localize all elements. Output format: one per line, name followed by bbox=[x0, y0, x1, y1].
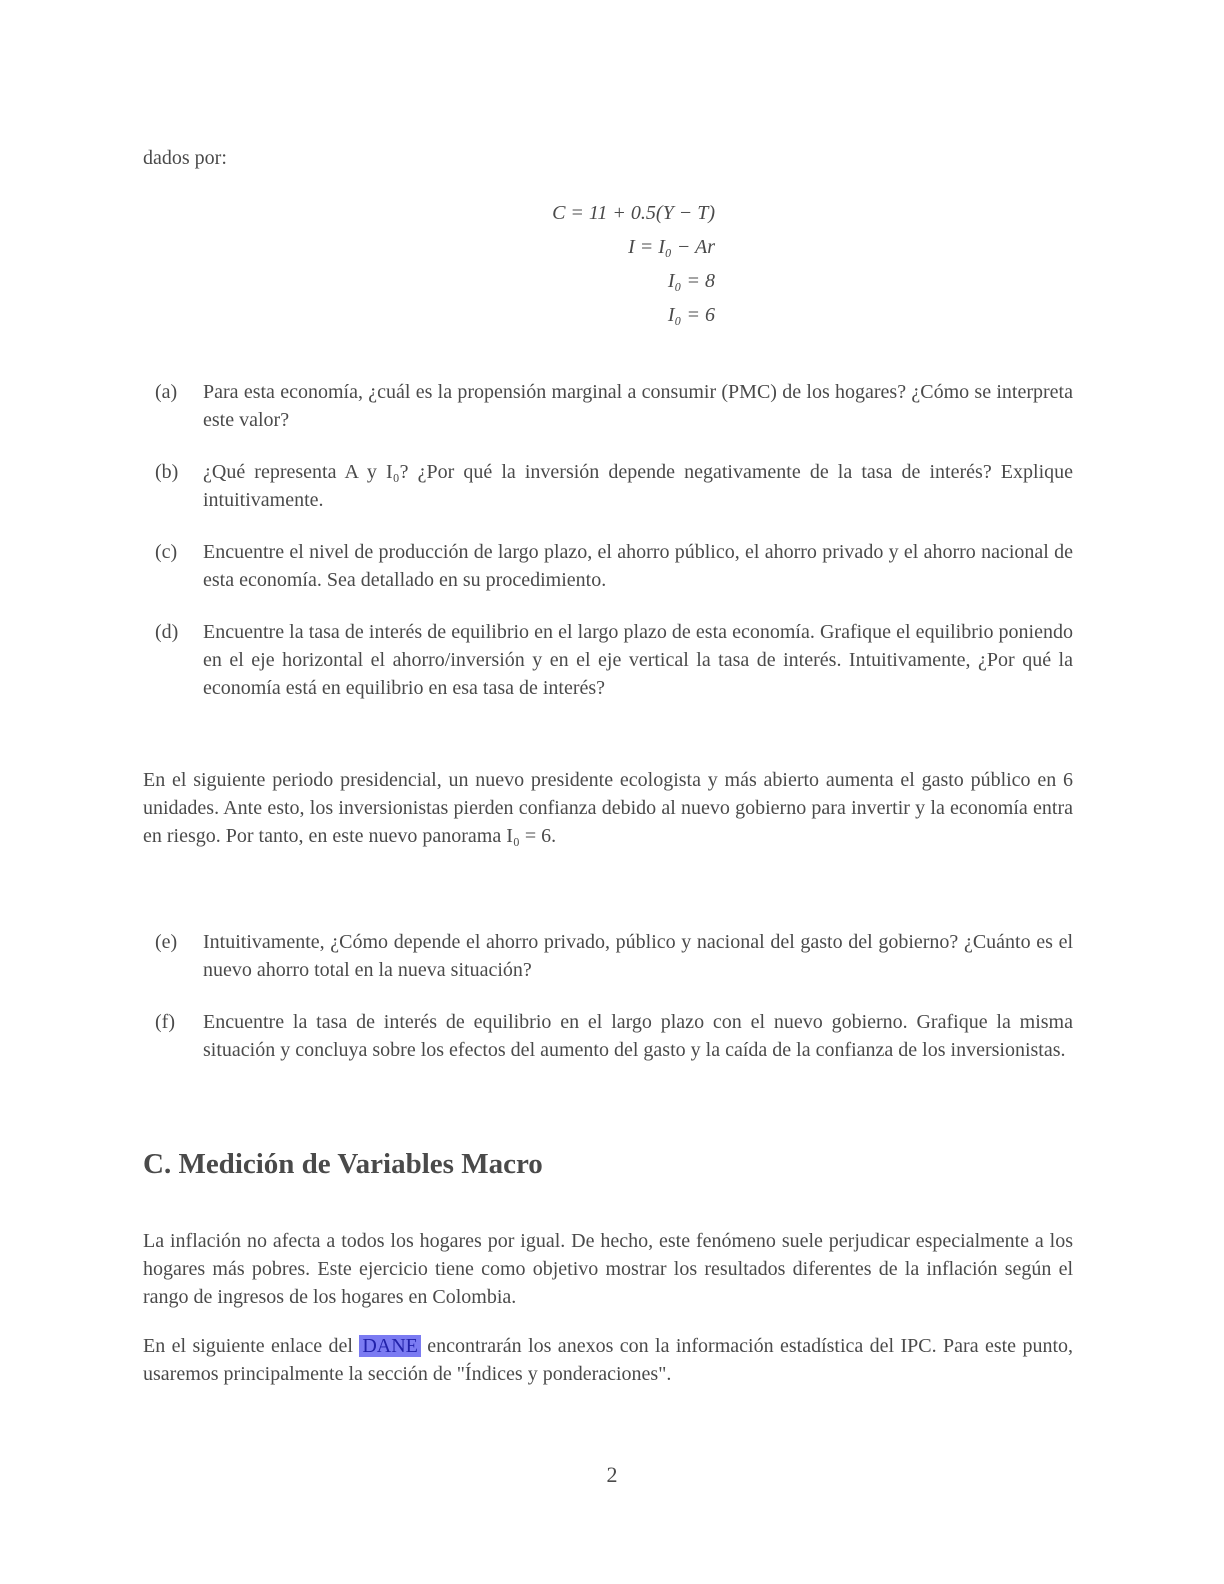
paragraph-text-after: encontrarán los anexos con la información estadística del IPC. Para este punto, usaremos principalmente la sección de "Índices y ponderaciones". bbox=[143, 1335, 1074, 1385]
page-number: 2 bbox=[606, 1462, 618, 1487]
question-label: (b) bbox=[155, 461, 179, 483]
question-label: (e) bbox=[155, 931, 178, 953]
question-text: Para esta economía, ¿cuál es la propensión marginal a consumir (PMC) de los hogares? ¿Cómo se interpreta este valor? bbox=[203, 381, 1073, 431]
equation-parameter-2: I₀ = 6 bbox=[667, 304, 715, 326]
question-text: Intuitivamente, ¿Cómo depende el ahorro privado, público y nacional del gasto del gobierno? ¿Cuánto es el nuevo ahorro total en la nueva situación? bbox=[203, 931, 1073, 981]
dane-link[interactable]: DANE bbox=[359, 1335, 421, 1357]
section-paragraph-1: La inflación no afecta a todos los hogares por igual. De hecho, este fenómeno suele perjudicar especialmente a los hogares más pobres. Este ejercicio tiene como objetivo mostrar los resultados diferentes de la inflación según el rango de ingresos de los hogares en Colombia. bbox=[143, 1230, 1073, 1308]
paragraph-text-before: En el siguiente enlace del bbox=[143, 1335, 353, 1357]
question-label: (d) bbox=[155, 621, 179, 643]
question-list-1 bbox=[143, 378, 1073, 702]
question-f bbox=[143, 1008, 1073, 1064]
intro-text: dados por: bbox=[143, 147, 227, 169]
question-list-2 bbox=[143, 928, 1073, 1064]
question-text: Encuentre el nivel de producción de largo plazo, el ahorro público, el ahorro privado y el ahorro nacional de esta economía. Sea detallado en su procedimiento. bbox=[203, 541, 1073, 591]
question-a bbox=[143, 378, 1073, 434]
section-paragraph-2 bbox=[143, 1332, 1073, 1388]
scenario-paragraph: En el siguiente periodo presidencial, un nuevo presidente ecologista y más abierto aumenta el gasto público en 6 unidades. Ante esto, los inversionistas pierden confianza debido al nuevo gobierno para invertir y la economía entra en riesgo. Por tanto, en este nuevo panorama I₀ = 6. bbox=[143, 769, 1073, 847]
section-title: C. Medición de Variables Macro bbox=[143, 1148, 543, 1180]
question-label: (f) bbox=[155, 1011, 175, 1033]
equation-consumption: C = 11 + 0.5(Y − T) bbox=[552, 202, 715, 224]
question-label: (a) bbox=[155, 381, 178, 403]
question-c bbox=[143, 538, 1073, 594]
question-b bbox=[143, 458, 1073, 514]
equation-investment: I = I₀ − Ar bbox=[628, 236, 715, 258]
question-label: (c) bbox=[155, 541, 178, 563]
equation-parameter-1: I₀ = 8 bbox=[667, 270, 715, 292]
question-d bbox=[143, 618, 1073, 702]
question-text: ¿Qué representa A y I₀? ¿Por qué la inversión depende negativamente de la tasa de interés? Explique intuitivamente. bbox=[203, 461, 1073, 511]
question-text: Encuentre la tasa de interés de equilibrio en el largo plazo de esta economía. Grafique el equilibrio poniendo en el eje horizontal el ahorro/inversión y en el eje vertical la tasa de interés. Intuitivamente, ¿Por qué la economía está en equilibrio en esa tasa de interés? bbox=[203, 621, 1073, 699]
question-e bbox=[143, 928, 1073, 984]
question-text: Encuentre la tasa de interés de equilibrio en el largo plazo con el nuevo gobierno. Grafique la misma situación y concluya sobre los efectos del aumento del gasto y la caída de la confianza de los inversionistas. bbox=[203, 1011, 1073, 1061]
